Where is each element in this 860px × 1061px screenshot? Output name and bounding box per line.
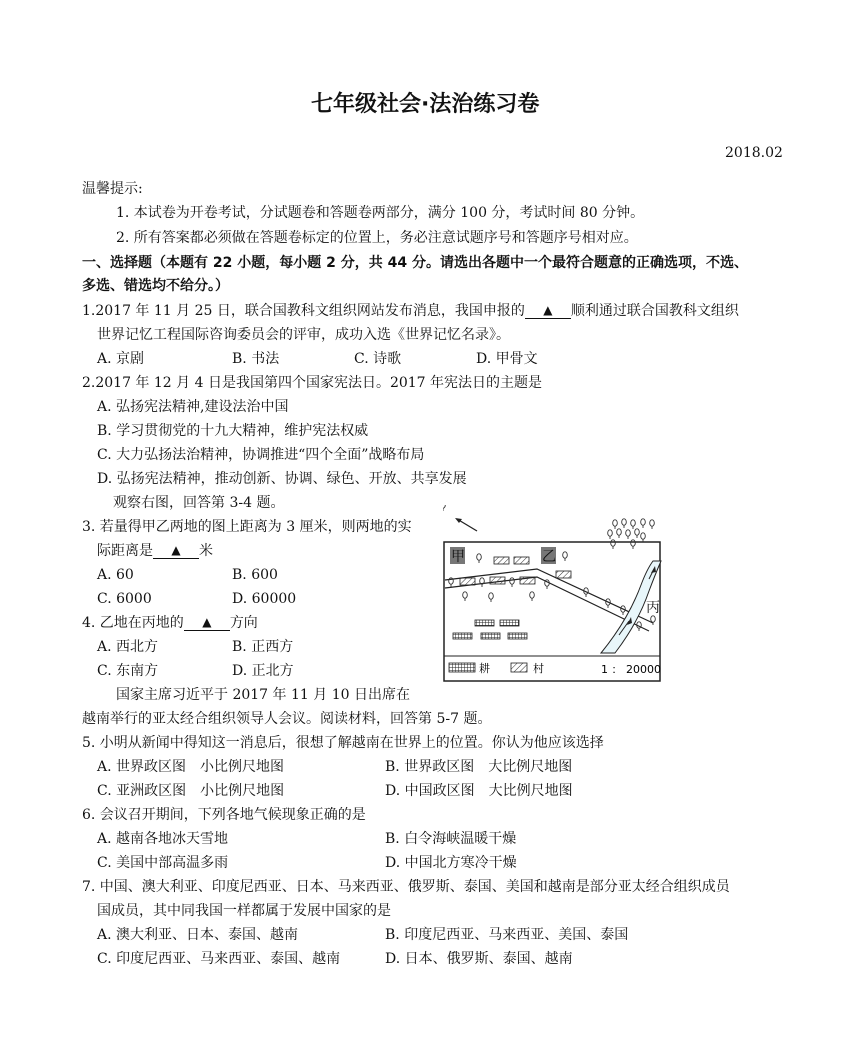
tip-item: 2. 所有答案都必须做在答题卷标定的位置上，务必注意试题序号和答题序号相对应。 bbox=[116, 230, 638, 246]
question-6-stem: 6. 会议召开期间，下列各地气候现象正确的是 bbox=[82, 807, 366, 823]
q2-option-a: A. 弘扬宪法精神,建设法治中国 bbox=[97, 399, 289, 415]
place-label-yi: 乙 bbox=[542, 549, 556, 565]
q3-option-a: A. 60 bbox=[97, 567, 134, 583]
q3-text-b: 米 bbox=[199, 543, 213, 559]
tip-item: 1. 本试卷为开卷考试，分试题卷和答题卷两部分，满分 100 分，考试时间 80 分钟。 bbox=[116, 205, 645, 221]
q5-option-a: A. 世界政区图 小比例尺地图 bbox=[97, 759, 285, 775]
q3-text-a: 际距离是 bbox=[97, 543, 153, 559]
legend-farm-label: 耕 bbox=[479, 662, 490, 675]
q1-option-d: D. 甲骨文 bbox=[476, 351, 538, 367]
q5-option-b: B. 世界政区图 大比例尺地图 bbox=[385, 759, 573, 775]
map-svg bbox=[443, 505, 663, 683]
place-label-bing: 丙 bbox=[646, 600, 660, 616]
q6-option-c: C. 美国中部高温多雨 bbox=[97, 855, 229, 871]
q2-option-d: D. 弘扬宪法精神，推动创新、协调、绿色、开放、共享发展 bbox=[97, 471, 467, 487]
q5-option-d: D. 中国政区图 大比例尺地图 bbox=[385, 783, 573, 799]
question-7-stem-cont: 国成员，其中同我国一样都属于发展中国家的是 bbox=[97, 903, 391, 919]
q7-option-c: C. 印度尼西亚、马来西亚、泰国、越南 bbox=[97, 951, 341, 967]
question-7-stem: 7. 中国、澳大利亚、印度尼西亚、日本、马来西亚、俄罗斯、泰国、美国和越南是部分亚太经合组织成员 bbox=[82, 879, 730, 895]
q7-option-a: A. 澳大利亚、日本、泰国、越南 bbox=[97, 927, 299, 943]
q2-option-c: C. 大力弘扬法治精神，协调推进“四个全面”战略布局 bbox=[97, 447, 425, 463]
answer-blank: ▲ bbox=[184, 614, 230, 631]
q1-text-a: 1.2017 年 11 月 25 日，联合国教科文组织网站发布消息，我国申报的 bbox=[82, 303, 525, 319]
page-title: 七年级社会·法治练习卷 bbox=[311, 92, 540, 117]
q6-option-b: B. 白令海峡温暖干燥 bbox=[385, 831, 517, 847]
q1-option-b: B. 书法 bbox=[232, 351, 280, 367]
answer-blank: ▲ bbox=[525, 302, 571, 319]
exam-date: 2018.02 bbox=[725, 145, 783, 161]
map-scale: 1 ： 20000 bbox=[601, 663, 661, 676]
q5-option-c: C. 亚洲政区图 小比例尺地图 bbox=[97, 783, 285, 799]
question-1-stem-cont: 世界记忆工程国际咨询委员会的评审，成功入选《世界记忆名录》。 bbox=[97, 327, 510, 343]
q4-option-a: A. 西北方 bbox=[97, 639, 159, 655]
q2-option-b: B. 学习贯彻党的十九大精神，维护宪法权威 bbox=[97, 423, 369, 439]
q3-option-d: D. 60000 bbox=[232, 591, 297, 607]
place-label-jia: 甲 bbox=[451, 549, 465, 565]
legend-village-icon bbox=[511, 663, 527, 672]
material-intro-cont: 越南举行的亚太经合组织领导人会议。阅读材料，回答第 5-7 题。 bbox=[82, 711, 492, 727]
q4-text-a: 4. 乙地在丙地的 bbox=[82, 615, 184, 631]
q1-option-a: A. 京剧 bbox=[97, 351, 145, 367]
q6-option-d: D. 中国北方寒冷干燥 bbox=[385, 855, 517, 871]
question-4-stem bbox=[82, 614, 258, 632]
q6-option-a: A. 越南各地冰天雪地 bbox=[97, 831, 229, 847]
question-1-stem bbox=[82, 302, 739, 320]
q1-text-b: 顺利通过联合国教科文组织 bbox=[570, 303, 739, 319]
q7-option-b: B. 印度尼西亚、马来西亚、美国、泰国 bbox=[385, 927, 629, 943]
legend-farm-icon bbox=[449, 663, 475, 672]
material-intro: 国家主席习近平于 2017 年 11 月 10 日出席在 bbox=[116, 687, 410, 703]
section-heading: 一、选择题（本题有 22 小题，每小题 2 分，共 44 分。请选出各题中一个最符合题意的正确选项，不选、 bbox=[82, 255, 748, 271]
q4-option-d: D. 正北方 bbox=[232, 663, 294, 679]
tips-heading: 温馨提示: bbox=[82, 181, 143, 197]
q4-option-c: C. 东南方 bbox=[97, 663, 159, 679]
q7-option-d: D. 日本、俄罗斯、泰国、越南 bbox=[385, 951, 573, 967]
q3-option-b: B. 600 bbox=[232, 567, 278, 583]
question-3-stem: 3. 若量得甲乙两地的图上距离为 3 厘米，则两地的实 bbox=[82, 519, 412, 535]
q3-option-c: C. 6000 bbox=[97, 591, 152, 607]
q4-text-b: 方向 bbox=[229, 615, 258, 631]
q1-option-c: C. 诗歌 bbox=[354, 351, 402, 367]
question-2-stem: 2.2017 年 12 月 4 日是我国第四个国家宪法日。2017 年宪法日的主题是 bbox=[82, 375, 543, 391]
q4-option-b: B. 正西方 bbox=[232, 639, 294, 655]
question-5-stem: 5. 小明从新闻中得知这一消息后，很想了解越南在世界上的位置。你认为他应该选择 bbox=[82, 735, 604, 751]
map-figure bbox=[443, 505, 663, 683]
north-arrow-icon bbox=[455, 518, 477, 531]
tree-symbols bbox=[443, 505, 445, 511]
map-intro: 观察右图，回答第 3-4 题。 bbox=[113, 495, 285, 511]
answer-blank: ▲ bbox=[153, 542, 199, 559]
section-heading-cont: 多选、错选均不给分。） bbox=[82, 278, 229, 294]
question-3-stem-cont bbox=[97, 542, 213, 560]
legend-village-label: 村 bbox=[533, 662, 544, 675]
